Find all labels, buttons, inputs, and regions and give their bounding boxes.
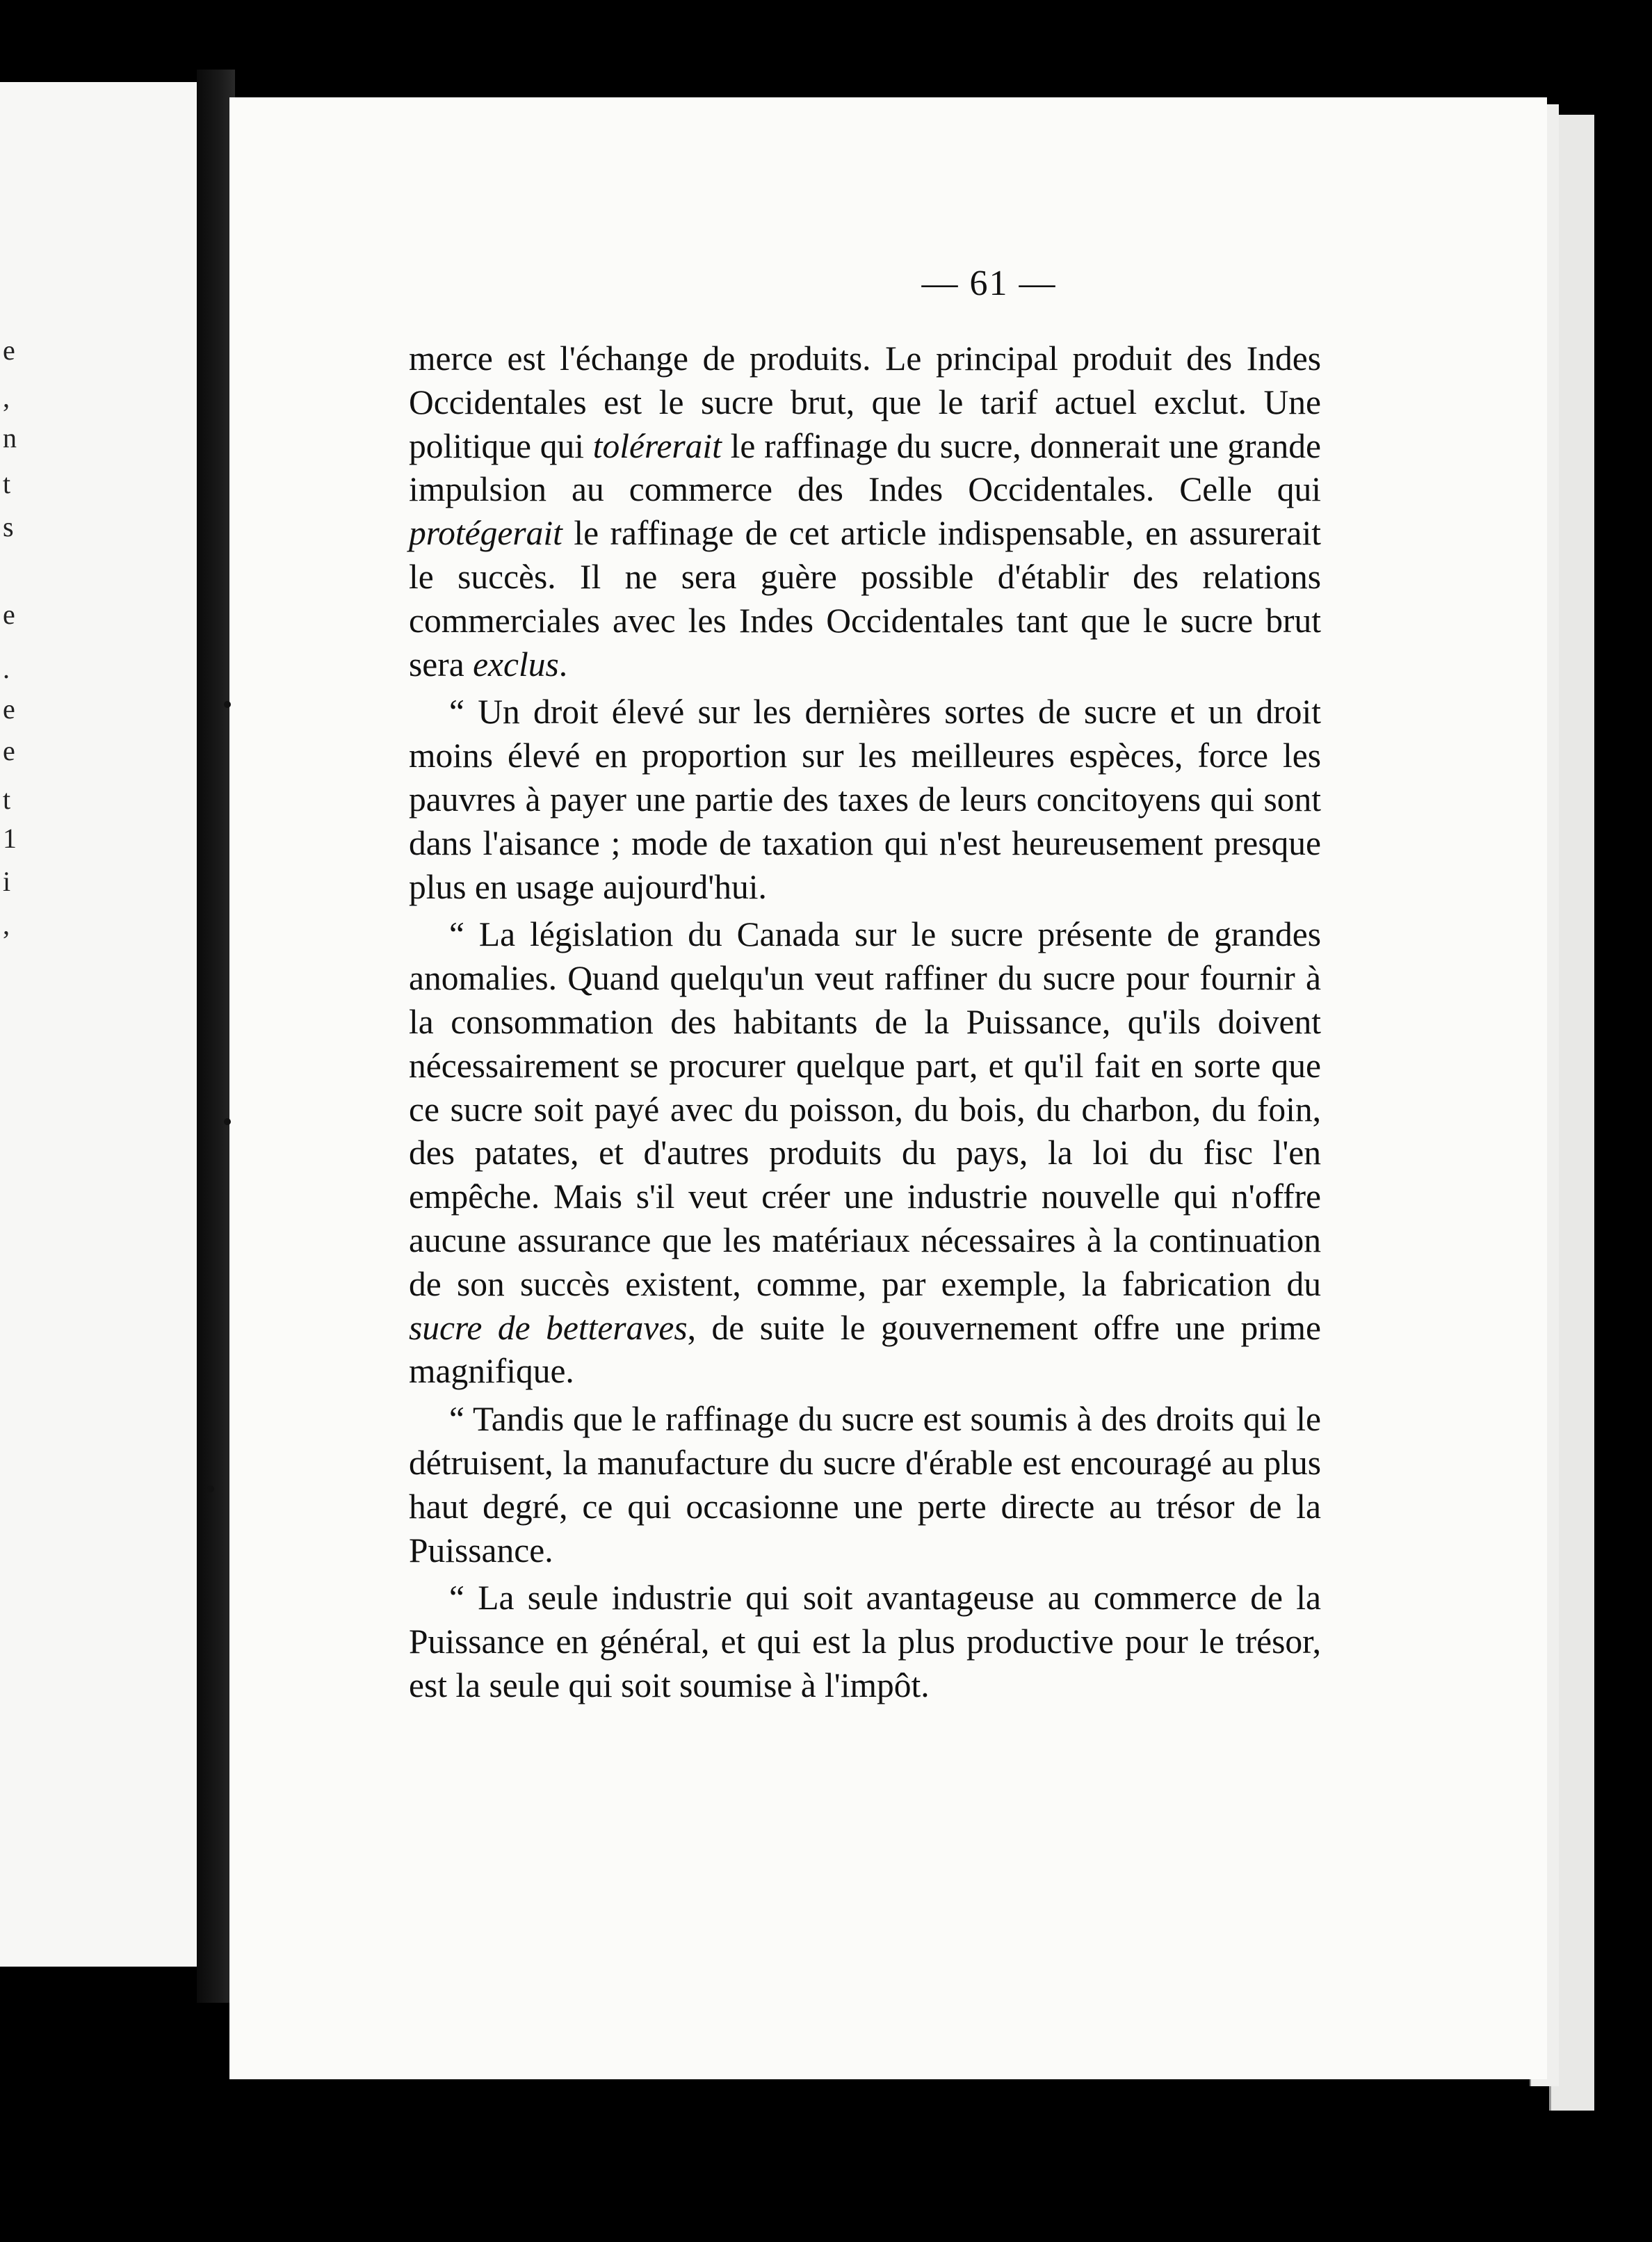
text-segment: “ La seule industrie qui soit avantageuse au commerce de la Puissance en général, et qui est la plus productive pour le trésor, est la seule qui soit soumise à l'impôt. <box>409 1579 1321 1704</box>
gutter-speck <box>207 1485 214 1492</box>
text-segment: “ La législation du Canada sur le sucre présente de grandes anomalies. Quand quelqu'un veut raffiner du sucre pour fournir à la consommation des habitants de la Puissance, qu'ils doivent nécessairement se procurer quelque part, et qu'il fait en sorte que ce sucre soit payé avec du poisson, du bois, du charbon, du foin, des patates, et d'autres produits du pays, la loi du fisc l'en empêche. Mais s'il veut créer une industrie nouvelle qui n'offre aucune assurance que les matériaux nécessaires à la continuation de son succès existent, comme, par exemple, la fabrication du <box>409 915 1321 1303</box>
left-page-edge-char: s <box>3 511 14 542</box>
left-page-edge-char: . <box>3 653 10 684</box>
text-segment: “ Un droit élevé sur les dernières sortes de sucre et un droit moins élevé en proportion sur les meilleures espèces, force les pauvres à payer une partie des taxes de leurs concitoyens qui sont dans l'aisance ; mode de taxation qui n'est heureusement presque plus en usage aujourd'hui. <box>409 693 1321 906</box>
italic-text: protégerait <box>409 514 562 553</box>
left-page-edge-char: , <box>3 382 10 413</box>
text-segment: “ Tandis que le raffinage du sucre est soumis à des droits qui le détruisent, la manufacture du sucre d'érable est encouragé au plus haut degré, ce qui occasionne une perte directe au trésor de la Puissance. <box>409 1400 1321 1570</box>
left-page-edge-char: t <box>3 468 11 499</box>
left-facing-page-edge <box>0 82 197 1967</box>
paragraph <box>409 337 1321 686</box>
left-page-edge-char: n <box>3 422 17 453</box>
italic-text: sucre de betteraves <box>409 1308 688 1347</box>
italic-text: exclus <box>473 645 559 684</box>
left-page-edge-char: 1 <box>3 823 17 854</box>
text-segment: , de suite le gouvernement offre une prime magnifique. <box>409 1308 1322 1391</box>
paragraph <box>409 913 1321 1394</box>
left-page-edge-char: t <box>3 784 11 815</box>
text-segment: merce est l'échange de produits. Le principal produit des Indes Occidentales est le sucre brut, que le tarif actuel exclut. Une politique qui <box>409 339 1321 465</box>
text-segment: le raffinage du sucre, donnerait une grande impulsion au commerce des Indes Occidentales. Celle qui <box>409 426 1322 509</box>
book-page <box>229 97 1547 2079</box>
body-text <box>409 337 1321 1708</box>
gutter-speck <box>224 1118 231 1125</box>
text-segment: . <box>558 645 568 684</box>
left-page-edge-char: e <box>3 334 15 366</box>
left-page-edge-char: e <box>3 735 15 766</box>
gutter-speck <box>224 701 231 708</box>
italic-text: tolérerait <box>592 426 722 465</box>
left-page-edge-char: e <box>3 693 15 725</box>
left-page-edge-char: e <box>3 599 15 630</box>
text-segment: le raffinage de cet article indispensable, en assurerait le succès. Il ne sera guère possible d'établir des relations commerciales avec les Indes Occidentales tant que le sucre brut sera <box>409 514 1321 684</box>
left-page-edge-char: , <box>3 909 10 940</box>
page-number: — 61 — <box>921 264 1057 303</box>
left-page-edge-char: i <box>3 866 11 897</box>
paragraph <box>409 1398 1321 1572</box>
paragraph <box>409 1576 1321 1707</box>
paragraph <box>409 691 1321 909</box>
